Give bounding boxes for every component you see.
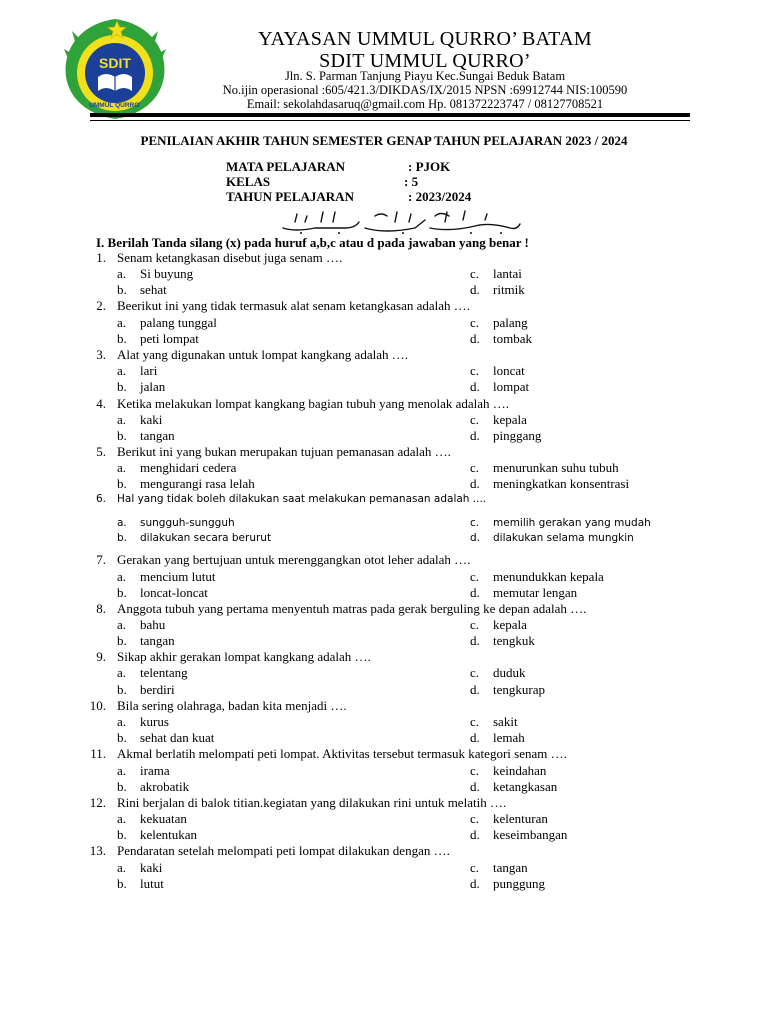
question-text: Sikap akhir gerakan lompat kangkang adalah …. (117, 649, 371, 664)
option-b: tangan (140, 428, 175, 443)
question-text: Akmal berlatih melompati peti lompat. Aktivitas tersebut termasuk kategori senam …. (117, 746, 567, 761)
meta-label-class: KELAS (226, 174, 271, 189)
option-letter-b: b. (117, 827, 127, 842)
option-d: keseimbangan (493, 827, 568, 842)
option-b: sehat (140, 282, 167, 297)
option-letter-c: c. (470, 811, 480, 826)
question-text: Gerakan yang bertujuan untuk merenggangkan otot leher adalah …. (117, 552, 471, 567)
option-d: tengkuk (493, 633, 535, 648)
option-letter-d: d. (470, 682, 480, 697)
question-text: Alat yang digunakan untuk lompat kangkang adalah …. (117, 347, 408, 362)
option-b: dilakukan secara berurut (140, 532, 272, 544)
option-letter-a: a. (117, 811, 127, 826)
option-letter-b: b. (117, 282, 127, 297)
option-letter-d: d. (470, 532, 481, 544)
option-letter-b: b. (117, 682, 127, 697)
option-letter-d: d. (470, 827, 480, 842)
option-c: menundukkan kepala (493, 569, 604, 584)
option-letter-b: b. (117, 876, 127, 891)
option-a: kurus (140, 714, 169, 729)
option-letter-d: d. (470, 730, 480, 745)
question-text: Berikut ini yang bukan merupakan tujuan pemanasan adalah …. (117, 444, 451, 459)
option-b: akrobatik (140, 779, 190, 794)
question-number: 1. (96, 250, 106, 265)
option-letter-c: c. (470, 569, 480, 584)
option-b: jalan (140, 379, 166, 394)
option-letter-c: c. (470, 860, 480, 875)
option-letter-a: a. (117, 860, 127, 875)
question-number: 11. (90, 746, 106, 761)
question-number: 12. (89, 795, 106, 810)
option-b: kelentukan (140, 827, 198, 842)
option-d: ritmik (493, 282, 525, 297)
question-text: Pendaratan setelah melompati peti lompat dilakukan dengan …. (117, 843, 450, 858)
question-text: Beerikut ini yang tidak termasuk alat senam ketangkasan adalah …. (117, 298, 471, 313)
question-number: 5. (96, 444, 106, 459)
option-a: lari (140, 363, 158, 378)
option-b: sehat dan kuat (140, 730, 215, 745)
option-letter-c: c. (470, 763, 480, 778)
option-letter-a: a. (117, 617, 127, 632)
option-letter-d: d. (470, 876, 480, 891)
question-number: 10. (89, 698, 106, 713)
option-letter-d: d. (470, 282, 480, 297)
school-contact: Email: sekolahdasaruq@gmail.com Hp. 081372223747 / 08127708521 (246, 97, 604, 111)
option-letter-d: d. (470, 379, 480, 394)
option-letter-b: b. (117, 379, 127, 394)
option-letter-d: d. (470, 779, 480, 794)
option-letter-c: c. (470, 617, 480, 632)
option-a: bahu (140, 617, 166, 632)
school-address: Jln. S. Parman Tanjung Piayu Kec.Sungai Beduk Batam (284, 69, 566, 83)
option-letter-d: d. (470, 331, 480, 346)
option-letter-d: d. (470, 633, 480, 648)
option-letter-c: c. (470, 665, 480, 680)
option-c: sakit (493, 714, 518, 729)
option-letter-d: d. (470, 585, 480, 600)
option-a: mencium lutut (140, 569, 216, 584)
question-number: 7. (96, 552, 106, 567)
option-a: irama (140, 763, 170, 778)
option-d: tombak (493, 331, 532, 346)
school-subtitle: SDIT UMMUL QURRO’ (319, 50, 531, 72)
option-letter-a: a. (117, 315, 127, 330)
question-number: 13. (89, 843, 106, 858)
option-b: berdiri (140, 682, 175, 697)
question-number: 3. (96, 347, 106, 362)
svg-text:UMMUL QURRO': UMMUL QURRO' (89, 102, 141, 109)
option-letter-a: a. (117, 266, 127, 281)
option-d: ketangkasan (493, 779, 558, 794)
option-letter-b: b. (117, 633, 127, 648)
option-a: telentang (140, 665, 188, 680)
question-text: Ketika melakukan lompat kangkang bagian tubuh yang menolak adalah …. (117, 396, 510, 411)
option-c: kepala (493, 617, 527, 632)
option-a: menghidari cedera (140, 460, 237, 475)
option-letter-a: a. (117, 363, 127, 378)
question-number: 4. (96, 396, 106, 411)
question-number: 6. (95, 493, 106, 505)
option-letter-b: b. (117, 730, 127, 745)
option-b: loncat-loncat (140, 585, 208, 600)
option-letter-b: b. (117, 779, 127, 794)
option-c: memilih gerakan yang mudah (493, 517, 651, 529)
meta-value-year: : 2023/2024 (408, 189, 472, 204)
option-a: Si buyung (140, 266, 194, 281)
option-letter-d: d. (470, 428, 480, 443)
option-c: duduk (493, 665, 526, 680)
option-c: kelenturan (493, 811, 548, 826)
exam-title: PENILAIAN AKHIR TAHUN SEMESTER GENAP TAHUN PELAJARAN 2023 / 2024 (140, 133, 628, 148)
option-letter-b: b. (117, 331, 127, 346)
question-text: Bila sering olahraga, badan kita menjadi …. (117, 698, 347, 713)
option-letter-c: c. (470, 714, 480, 729)
option-letter-c: c. (470, 412, 480, 427)
option-letter-a: a. (117, 517, 127, 529)
question-number: 2. (96, 298, 106, 313)
option-letter-a: a. (117, 665, 127, 680)
option-letter-c: c. (470, 266, 480, 281)
question-text: Senam ketangkasan disebut juga senam …. (117, 250, 343, 265)
meta-value-subject: : PJOK (408, 159, 451, 174)
school-permit: No.ijin operasional :605/421.3/DIKDAS/IX/2015 NPSN :69912744 NIS:100590 (222, 83, 628, 97)
option-b: lutut (140, 876, 164, 891)
option-a: kekuatan (140, 811, 187, 826)
option-d: lompat (493, 379, 530, 394)
option-b: peti lompat (140, 331, 199, 346)
option-b: mengurangi rasa lelah (140, 476, 255, 491)
question-text: Rini berjalan di balok titian.kegiatan yang dilakukan rini untuk melatih …. (117, 795, 507, 810)
option-letter-c: c. (470, 517, 480, 529)
option-letter-a: a. (117, 412, 127, 427)
option-letter-c: c. (470, 363, 480, 378)
option-letter-b: b. (117, 476, 127, 491)
option-letter-a: a. (117, 763, 127, 778)
option-d: pinggang (493, 428, 542, 443)
option-c: kepala (493, 412, 527, 427)
option-a: palang tunggal (140, 315, 217, 330)
option-letter-a: a. (117, 714, 127, 729)
question-number: 9. (96, 649, 106, 664)
option-d: punggung (493, 876, 545, 891)
option-letter-b: b. (117, 532, 128, 544)
option-c: menurunkan suhu tubuh (493, 460, 619, 475)
meta-label-year: TAHUN PELAJARAN (226, 189, 354, 204)
option-letter-b: b. (117, 585, 127, 600)
option-c: palang (493, 315, 528, 330)
option-d: tengkurap (493, 682, 545, 697)
meta-label-subject: MATA PELAJARAN (226, 159, 346, 174)
option-letter-c: c. (470, 315, 480, 330)
instruction-text: I. Berilah Tanda silang (x) pada huruf a,b,c atau d pada jawaban yang benar ! (96, 235, 529, 250)
meta-value-class: : 5 (404, 174, 419, 189)
option-c: lantai (493, 266, 522, 281)
option-a: sungguh-sungguh (140, 517, 235, 529)
option-c: loncat (493, 363, 525, 378)
option-d: lemah (493, 730, 525, 745)
option-a: kaki (140, 412, 163, 427)
option-letter-c: c. (470, 460, 480, 475)
option-d: memutar lengan (493, 585, 578, 600)
option-letter-a: a. (117, 460, 127, 475)
question-text: Hal yang tidak boleh dilakukan saat melakukan pemanasan adalah .... (117, 493, 487, 505)
option-a: kaki (140, 860, 163, 875)
option-c: keindahan (493, 763, 547, 778)
option-c: tangan (493, 860, 528, 875)
option-letter-b: b. (117, 428, 127, 443)
question-number: 8. (96, 601, 106, 616)
option-b: tangan (140, 633, 175, 648)
option-d: meningkatkan konsentrasi (493, 476, 630, 491)
svg-text:SDIT: SDIT (99, 55, 131, 71)
school-name: YAYASAN UMMUL QURRO’ BATAM (258, 28, 592, 50)
option-d: dilakukan selama mungkin (493, 532, 634, 544)
option-letter-a: a. (117, 569, 127, 584)
question-text: Anggota tubuh yang pertama menyentuh matras pada gerak berguling ke depan adalah …. (117, 601, 587, 616)
option-letter-d: d. (470, 476, 480, 491)
